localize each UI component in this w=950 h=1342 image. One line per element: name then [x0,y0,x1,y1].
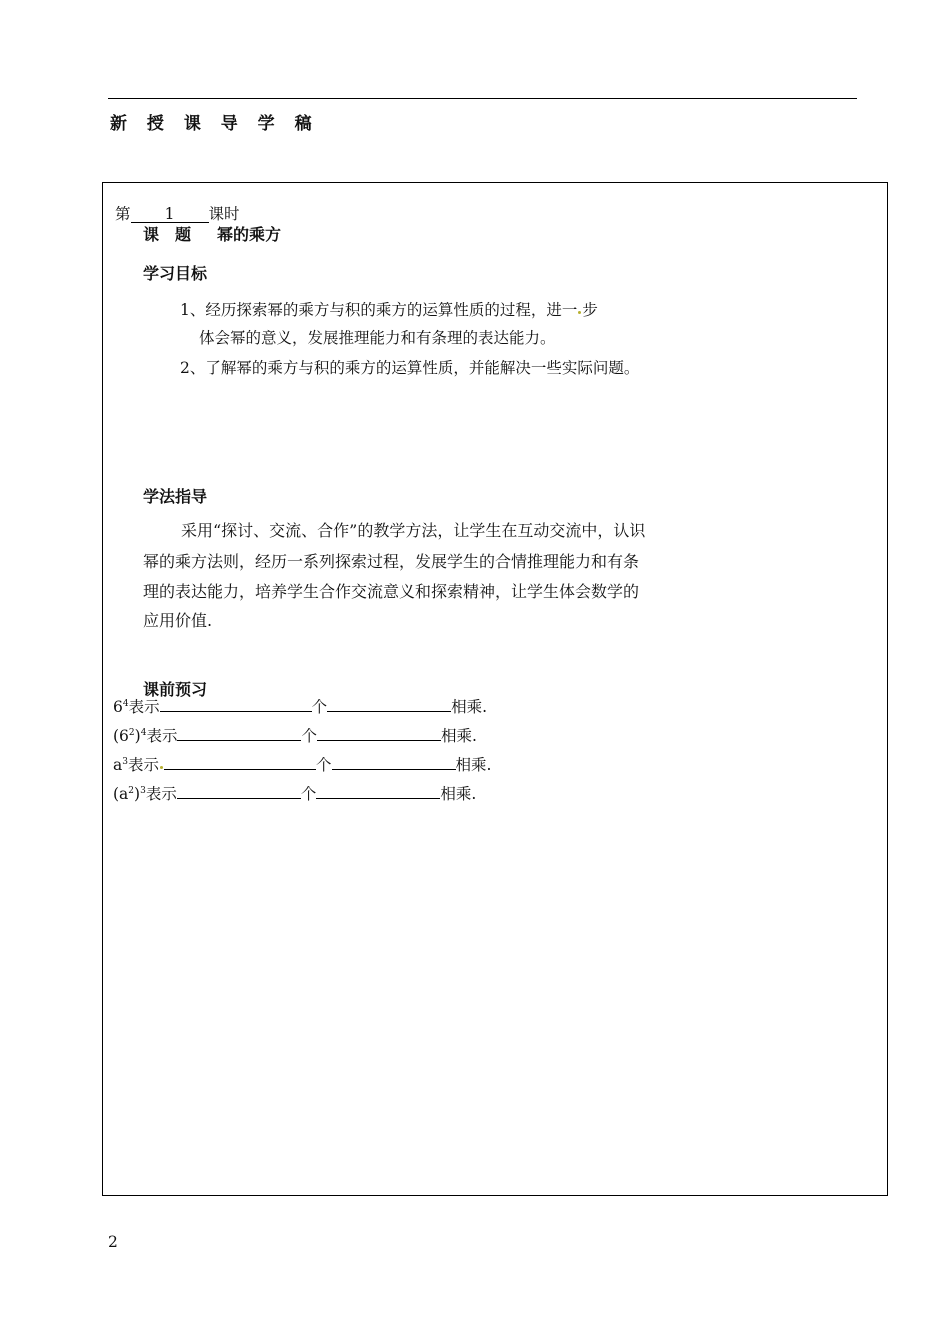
method-line-3: 理的表达能力，培养学生合作交流意义和探索精神，让学生体会数学的 [143,582,640,601]
preview-question-2: $(6^2)^4$表示 个 相乘. [113,724,477,746]
method-heading: 学法指导 [143,487,208,506]
answer-blank[interactable] [327,695,451,712]
header-rule [108,98,857,99]
answer-blank[interactable] [160,695,312,712]
goal-item-2: 2、了解幂的乘方与积的乘方的运算性质，并能解决一些实际问题。 [180,359,640,377]
lesson-topic-line [143,222,281,245]
method-line-4: 应用价值. [143,611,213,630]
annotation-mark [160,766,163,769]
answer-blank[interactable] [316,782,440,799]
page-number: 2 [108,1233,118,1251]
answer-blank[interactable] [177,724,301,741]
preview-question-3: $a^3$表示 个 相乘. [113,753,491,775]
answer-blank[interactable] [177,782,301,799]
goal-item-1-line-2: 体会幂的意义，发展推理能力和有条理的表达能力。 [199,329,556,347]
answer-blank[interactable] [332,753,456,770]
method-line-1: 采用“探讨、交流、合作”的教学方法，让学生在互动交流中，认识 [181,521,646,540]
topic-label: 课 题 [143,225,192,244]
annotation-mark [578,311,581,314]
lesson-number-line [115,202,240,224]
preview-question-4: $(a^2)^3$表示 个 相乘. [113,782,476,804]
answer-blank[interactable] [164,753,316,770]
lesson-number: 1 [131,206,209,223]
header-title: 新 授 课 导 学 稿 [110,114,319,134]
goal-item-1-line-1: 1、经历探索幂的乘方与积的乘方的运算性质的过程，进一 步 [180,301,598,319]
method-line-2: 幂的乘方法则，经历一系列探索过程，发展学生的合情推理能力和有条 [143,552,640,571]
preview-heading: 课前预习 [143,680,208,699]
topic-title: 幂的乘方 [217,225,282,244]
lesson-suffix: 课时 [208,205,240,223]
answer-blank[interactable] [317,724,441,741]
lesson-prefix: 第 [115,205,131,223]
preview-question-1: $6^4$表示 个 相乘. [113,695,487,717]
goals-heading: 学习目标 [143,264,208,283]
